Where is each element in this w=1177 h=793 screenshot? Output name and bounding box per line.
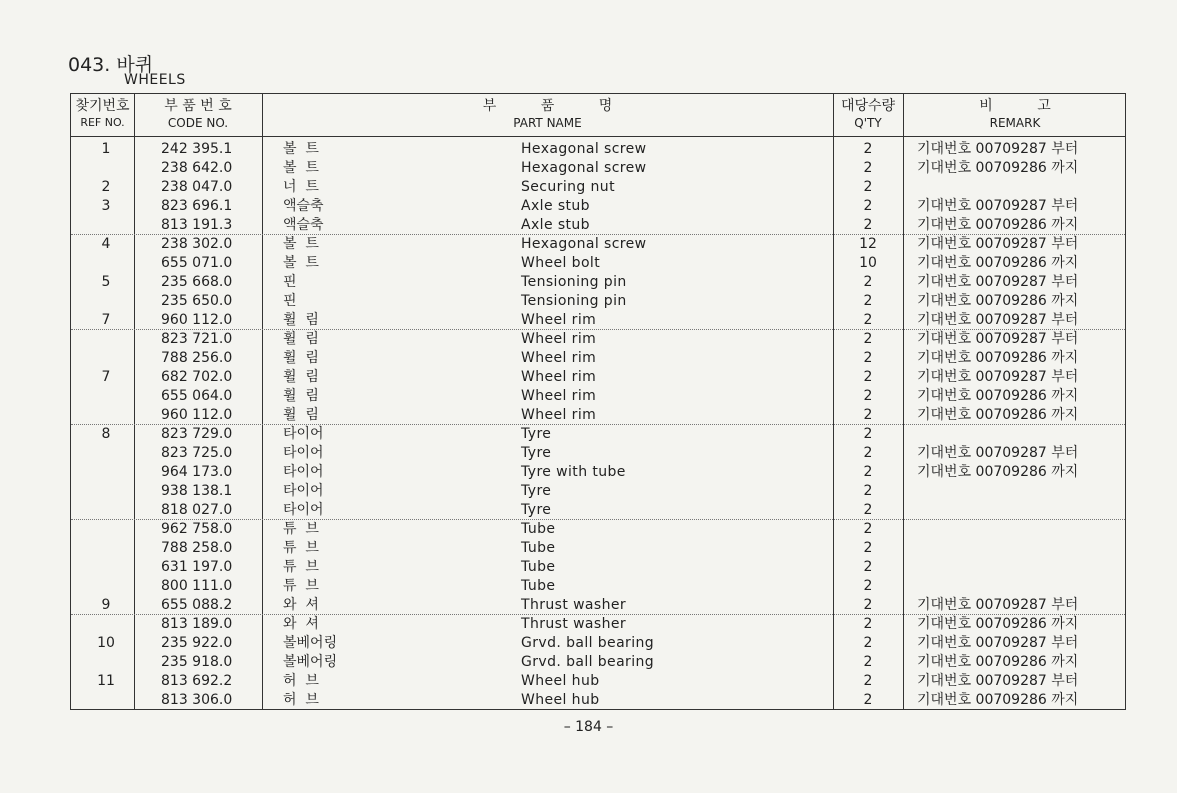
code-number: 823 721.0 — [161, 331, 233, 347]
part-name-korean: 볼베어링 — [283, 635, 338, 651]
remark: 기대번호 00709287 부터 — [917, 635, 1079, 651]
column-divider — [903, 94, 904, 709]
remark: 기대번호 00709286 까지 — [917, 293, 1079, 309]
header-ref: 찾기번호 REF NO. — [75, 98, 130, 129]
code-number: 788 256.0 — [161, 350, 233, 366]
part-name-english: Grvd. ball bearing — [521, 654, 655, 670]
remark: 기대번호 00709287 부터 — [917, 312, 1079, 328]
header-part-name: 부 품 명 PART NAME — [482, 98, 613, 130]
part-name-english: Wheel rim — [521, 350, 597, 366]
part-name-korean: 휠 림 — [283, 350, 319, 366]
code-number: 655 064.0 — [161, 388, 233, 404]
part-name-korean: 허 브 — [283, 692, 319, 708]
ref-number: 2 — [101, 179, 111, 195]
quantity: 2 — [863, 141, 873, 157]
code-number: 682 702.0 — [161, 369, 233, 385]
remark: 기대번호 00709287 부터 — [917, 331, 1079, 347]
part-name-english: Wheel rim — [521, 331, 597, 347]
ref-number: 7 — [101, 369, 111, 385]
quantity: 2 — [863, 559, 873, 575]
code-number: 235 650.0 — [161, 293, 233, 309]
code-number: 655 088.2 — [161, 597, 233, 613]
code-number: 238 047.0 — [161, 179, 233, 195]
part-name-english: Thrust washer — [521, 616, 627, 632]
part-name-korean: 볼 트 — [283, 255, 319, 271]
page-number: – 184 – — [563, 719, 614, 735]
part-name-korean: 휠 림 — [283, 407, 319, 423]
part-name-korean: 휠 림 — [283, 331, 319, 347]
part-name-korean: 볼 트 — [283, 141, 319, 157]
part-name-english: Wheel bolt — [521, 255, 601, 271]
parts-table — [70, 93, 1126, 710]
code-number: 238 302.0 — [161, 236, 233, 252]
code-number: 655 071.0 — [161, 255, 233, 271]
part-name-korean: 타이어 — [283, 426, 324, 442]
quantity: 2 — [863, 331, 873, 347]
quantity: 2 — [863, 293, 873, 309]
part-name-korean: 핀 — [283, 293, 297, 309]
part-name-english: Wheel hub — [521, 692, 600, 708]
ref-number: 8 — [101, 426, 111, 442]
quantity: 2 — [863, 217, 873, 233]
ref-number: 4 — [101, 236, 111, 252]
code-number: 964 173.0 — [161, 464, 233, 480]
code-number: 235 668.0 — [161, 274, 233, 290]
part-name-english: Tyre — [521, 483, 552, 499]
ref-number: 11 — [97, 673, 115, 689]
remark: 기대번호 00709286 까지 — [917, 388, 1079, 404]
remark: 기대번호 00709286 까지 — [917, 464, 1079, 480]
code-number: 818 027.0 — [161, 502, 233, 518]
code-number: 960 112.0 — [161, 407, 233, 423]
remark: 기대번호 00709287 부터 — [917, 274, 1079, 290]
part-name-korean: 타이어 — [283, 464, 324, 480]
part-name-english: Hexagonal screw — [521, 236, 647, 252]
part-name-korean: 액슬축 — [283, 217, 324, 233]
code-number: 238 642.0 — [161, 160, 233, 176]
column-divider — [262, 94, 263, 709]
code-number: 813 189.0 — [161, 616, 233, 632]
quantity: 2 — [863, 692, 873, 708]
quantity: 10 — [859, 255, 877, 271]
part-name-english: Tube — [521, 578, 556, 594]
part-name-english: Hexagonal screw — [521, 141, 647, 157]
ref-number: 7 — [101, 312, 111, 328]
ref-number: 10 — [97, 635, 115, 651]
header-qty: 대당수량 Q'TY — [840, 98, 896, 130]
quantity: 2 — [863, 521, 873, 537]
ref-number: 9 — [101, 597, 111, 613]
part-name-english: Tube — [521, 559, 556, 575]
ref-number: 5 — [101, 274, 111, 290]
part-name-english: Wheel hub — [521, 673, 600, 689]
part-name-korean: 휠 림 — [283, 388, 319, 404]
remark: 기대번호 00709286 까지 — [917, 654, 1079, 670]
part-name-korean: 튜 브 — [283, 578, 319, 594]
quantity: 2 — [863, 597, 873, 613]
header-divider — [71, 136, 1125, 137]
quantity: 2 — [863, 274, 873, 290]
quantity: 2 — [863, 179, 873, 195]
part-name-english: Wheel rim — [521, 312, 597, 328]
quantity: 12 — [859, 236, 877, 252]
remark: 기대번호 00709286 까지 — [917, 217, 1079, 233]
code-number: 962 758.0 — [161, 521, 233, 537]
part-name-korean: 튜 브 — [283, 559, 319, 575]
header-code: 부 품 번 호 CODE NO. — [164, 98, 232, 130]
part-name-korean: 타이어 — [283, 445, 324, 461]
code-number: 960 112.0 — [161, 312, 233, 328]
remark: 기대번호 00709287 부터 — [917, 141, 1079, 157]
section-title: 043. 바퀴 — [68, 54, 154, 76]
code-number: 823 725.0 — [161, 445, 233, 461]
part-name-english: Wheel rim — [521, 369, 597, 385]
quantity: 2 — [863, 426, 873, 442]
part-name-korean: 핀 — [283, 274, 297, 290]
code-number: 938 138.1 — [161, 483, 233, 499]
part-name-english: Tube — [521, 521, 556, 537]
quantity: 2 — [863, 407, 873, 423]
quantity: 2 — [863, 502, 873, 518]
header-remark: 비 고 REMARK — [979, 98, 1051, 130]
part-name-korean: 볼 트 — [283, 160, 319, 176]
remark: 기대번호 00709286 까지 — [917, 692, 1079, 708]
part-name-korean: 타이어 — [283, 502, 324, 518]
part-name-english: Tyre — [521, 426, 552, 442]
code-number: 823 729.0 — [161, 426, 233, 442]
section-subtitle: WHEELS — [124, 72, 186, 88]
code-number: 242 395.1 — [161, 141, 233, 157]
code-number: 788 258.0 — [161, 540, 233, 556]
quantity: 2 — [863, 464, 873, 480]
quantity: 2 — [863, 312, 873, 328]
part-name-english: Axle stub — [521, 217, 590, 233]
remark: 기대번호 00709287 부터 — [917, 369, 1079, 385]
part-name-english: Wheel rim — [521, 388, 597, 404]
code-number: 823 696.1 — [161, 198, 233, 214]
part-name-english: Tensioning pin — [521, 274, 627, 290]
remark: 기대번호 00709287 부터 — [917, 673, 1079, 689]
quantity: 2 — [863, 198, 873, 214]
remark: 기대번호 00709286 까지 — [917, 350, 1079, 366]
quantity: 2 — [863, 445, 873, 461]
remark: 기대번호 00709287 부터 — [917, 236, 1079, 252]
part-name-english: Axle stub — [521, 198, 590, 214]
quantity: 2 — [863, 350, 873, 366]
remark: 기대번호 00709287 부터 — [917, 198, 1079, 214]
quantity: 2 — [863, 483, 873, 499]
quantity: 2 — [863, 635, 873, 651]
part-name-korean: 너 트 — [283, 179, 319, 195]
part-name-korean: 휠 림 — [283, 369, 319, 385]
part-name-korean: 볼 트 — [283, 236, 319, 252]
part-name-korean: 와 셔 — [283, 616, 319, 632]
code-number: 813 191.3 — [161, 217, 233, 233]
part-name-english: Tyre — [521, 502, 552, 518]
quantity: 2 — [863, 654, 873, 670]
code-number: 235 922.0 — [161, 635, 233, 651]
part-name-english: Grvd. ball bearing — [521, 635, 655, 651]
part-name-korean: 휠 림 — [283, 312, 319, 328]
quantity: 2 — [863, 388, 873, 404]
part-name-english: Wheel rim — [521, 407, 597, 423]
part-name-korean: 액슬축 — [283, 198, 324, 214]
remark: 기대번호 00709287 부터 — [917, 597, 1079, 613]
quantity: 2 — [863, 369, 873, 385]
part-name-korean: 와 셔 — [283, 597, 319, 613]
quantity: 2 — [863, 540, 873, 556]
part-name-english: Hexagonal screw — [521, 160, 647, 176]
remark: 기대번호 00709286 까지 — [917, 407, 1079, 423]
part-name-korean: 튜 브 — [283, 521, 319, 537]
remark: 기대번호 00709286 까지 — [917, 160, 1079, 176]
code-number: 813 692.2 — [161, 673, 233, 689]
remark: 기대번호 00709286 까지 — [917, 255, 1079, 271]
code-number: 813 306.0 — [161, 692, 233, 708]
code-number: 235 918.0 — [161, 654, 233, 670]
part-name-korean: 튜 브 — [283, 540, 319, 556]
quantity: 2 — [863, 578, 873, 594]
part-name-english: Thrust washer — [521, 597, 627, 613]
part-name-korean: 타이어 — [283, 483, 324, 499]
code-number: 800 111.0 — [161, 578, 233, 594]
part-name-english: Tube — [521, 540, 556, 556]
quantity: 2 — [863, 160, 873, 176]
part-name-english: Securing nut — [521, 179, 615, 195]
part-name-english: Tyre — [521, 445, 552, 461]
quantity: 2 — [863, 673, 873, 689]
remark: 기대번호 00709287 부터 — [917, 445, 1079, 461]
part-name-english: Tyre with tube — [521, 464, 626, 480]
part-name-korean: 볼베어링 — [283, 654, 338, 670]
ref-number: 3 — [101, 198, 111, 214]
quantity: 2 — [863, 616, 873, 632]
part-name-english: Tensioning pin — [521, 293, 627, 309]
code-number: 631 197.0 — [161, 559, 233, 575]
remark: 기대번호 00709286 까지 — [917, 616, 1079, 632]
part-name-korean: 허 브 — [283, 673, 319, 689]
ref-number: 1 — [101, 141, 111, 157]
